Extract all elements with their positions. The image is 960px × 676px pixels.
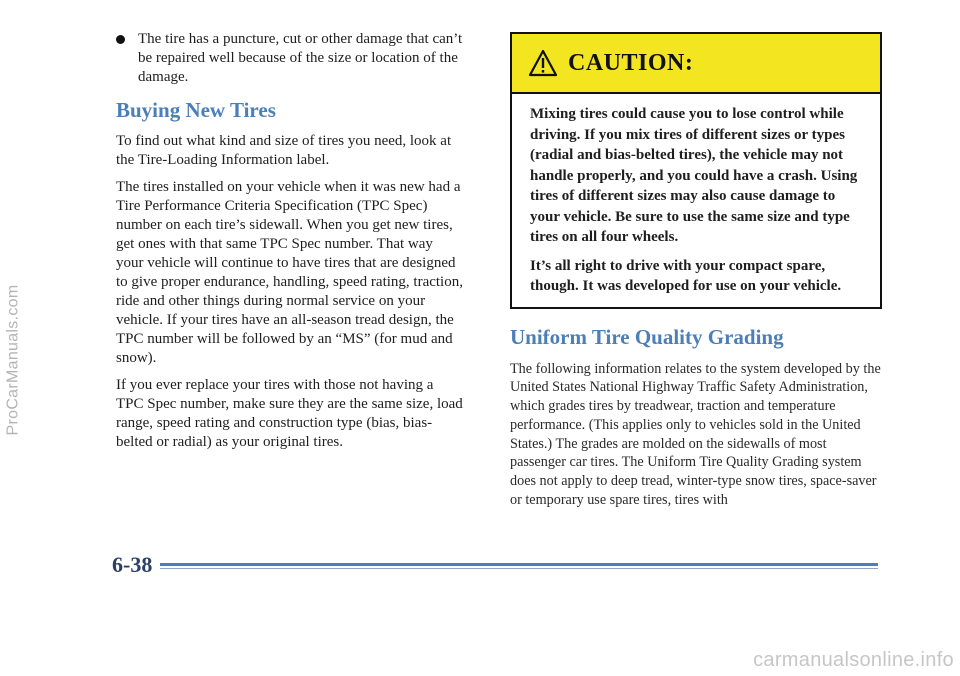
caution-paragraph: It’s all right to drive with your compact spare, though. It was developed for use on your vehicle. (530, 257, 842, 294)
side-watermark (2, 90, 24, 630)
paragraph: If you ever replace your tires with those not having a TPC Spec number, make sure they are the same size, load range, speed rating and construction type (bias, bias-belted or radial) as your original tires. (116, 377, 463, 450)
paragraph: The following information relates to the system developed by the United States National Highway Traffic Safety Administration, which grades tires by treadwear, traction and temperature performance. (This applies only to vehicles sold in the United States.) The grades are molded on the sidewalls of most passenger car tires. The Uniform Tire Quality Grading system does not apply to deep tread, winter-type snow tires, space-saver or temporary use spare tires, tires with (510, 360, 881, 509)
bullet-dot-icon (116, 35, 125, 44)
footer-rule (160, 563, 878, 566)
uniform-tire-quality-grading-heading: Uniform Tire Quality Grading (510, 324, 784, 349)
caution-box (510, 32, 882, 309)
side-watermark-text: ProCarManuals.com (4, 284, 21, 436)
right-column (510, 32, 882, 518)
bullet-item (116, 30, 464, 87)
caution-header (512, 34, 880, 94)
caution-title: CAUTION: (568, 49, 694, 76)
left-column (116, 30, 464, 460)
footer-rule-thin (160, 568, 878, 569)
bottom-watermark: carmanualsonline.info (753, 649, 954, 671)
paragraph: The tires installed on your vehicle when it was new had a Tire Performance Criteria Specification (TPC Spec) number on each tire’s sidewall. When you get new tires, get ones with that same TPC Spec number. That way your vehicle will continue to have tires that are designed to give proper endurance, handling, speed rating, traction, ride and other things during normal service on your vehicle. If your tires have an all-season tread design, the TPC number will be followed by an “MS” (for mud and snow). (116, 179, 463, 366)
paragraph: To find out what kind and size of tires you need, look at the Tire-Loading Information label. (116, 133, 452, 168)
caution-paragraph: Mixing tires could cause you to lose control while driving. If you mix tires of different sizes or types (radial and bias-belted tires), the vehicle may not handle properly, and you could have a crash. Using tires of different sizes may also cause damage to your vehicle. Be sure to use the same size and type tires on all four wheels. (530, 106, 858, 245)
caution-body (512, 94, 880, 307)
page-footer (112, 552, 878, 578)
page-number: 6-38 (112, 552, 153, 577)
bullet-text: The tire has a puncture, cut or other damage that can’t be repaired well because of the size or location of the damage. (138, 31, 463, 85)
warning-triangle-icon (528, 49, 558, 77)
buying-new-tires-heading: Buying New Tires (116, 98, 276, 122)
